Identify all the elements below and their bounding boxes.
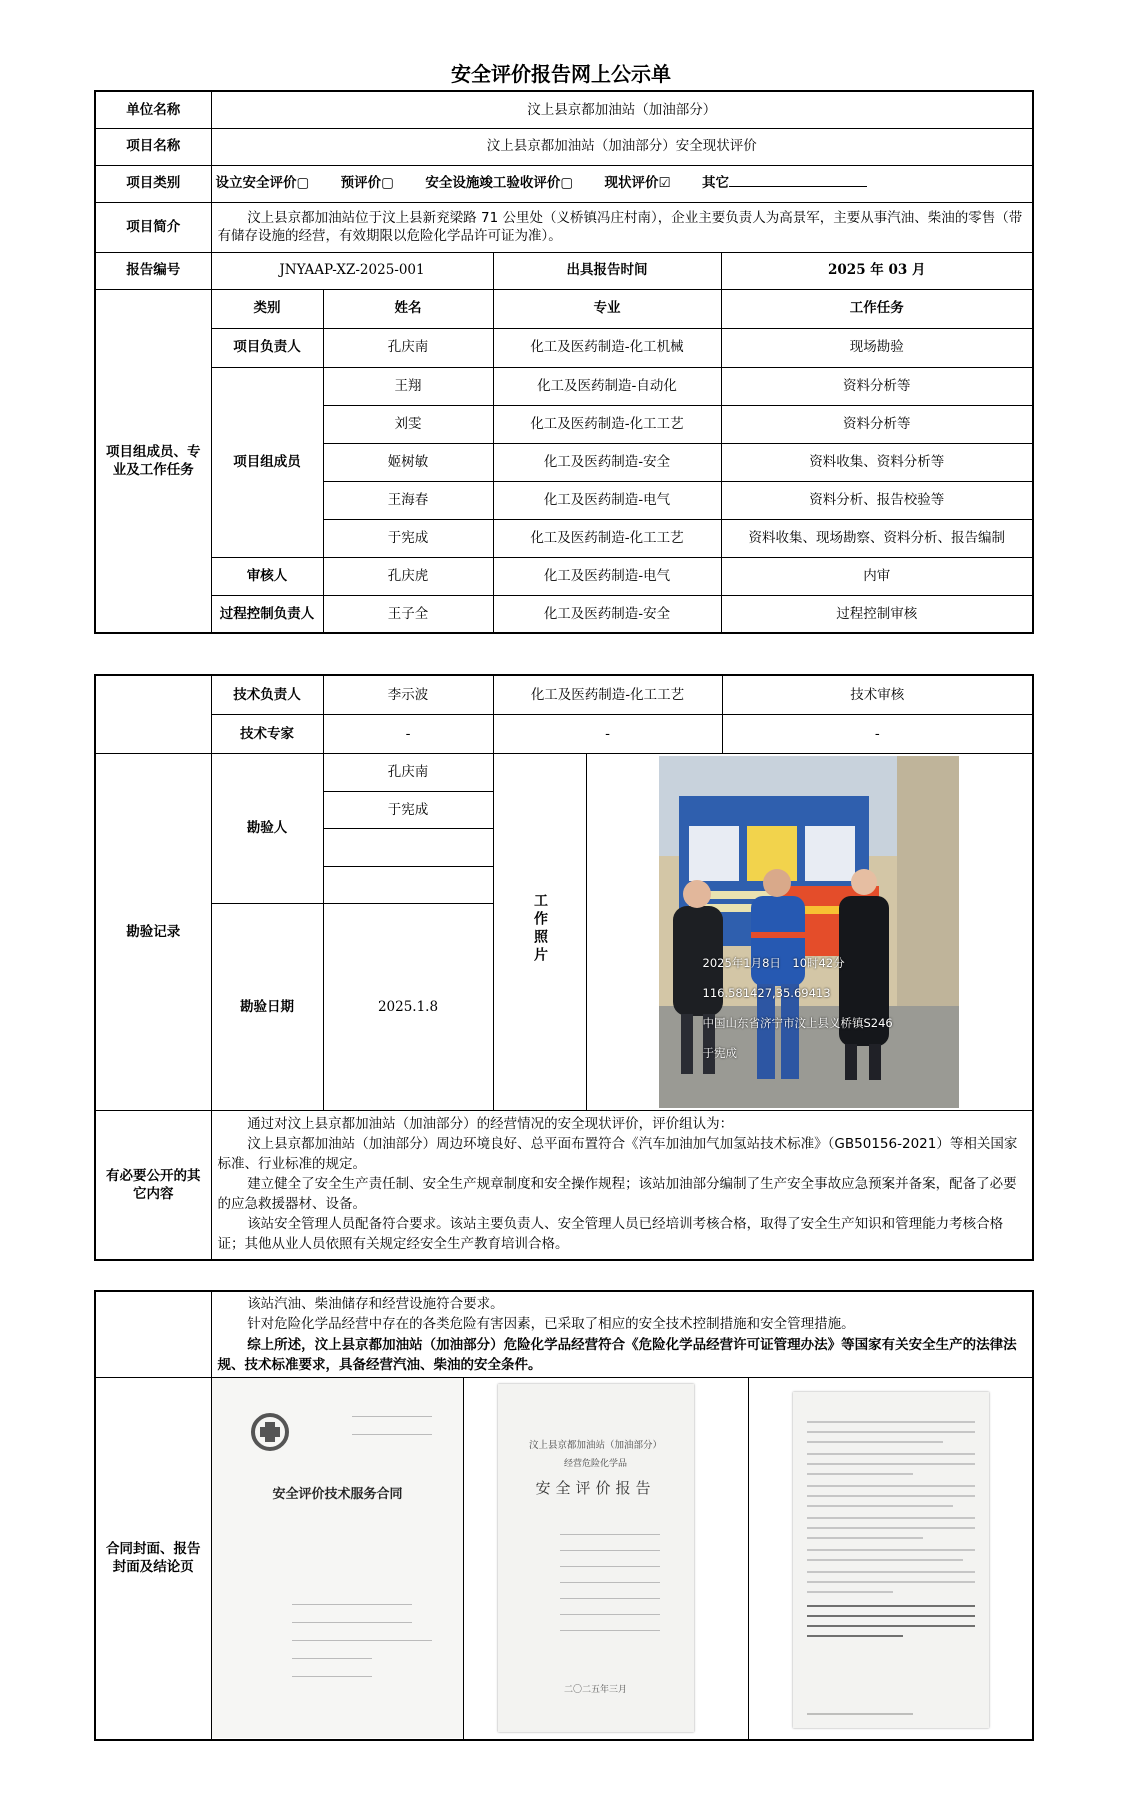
contract-cover-image [212,1378,463,1738]
leader-type: 项目负责人 [211,328,323,367]
report-date-value: 2025 年 03 月 [721,252,1033,289]
stamp-person: 于宪成 [702,1046,737,1060]
surveyor-empty [323,866,493,904]
team-header-task: 工作任务 [721,289,1033,328]
process-type: 过程控制负责人 [211,595,323,633]
survey-label: 勘验记录 [95,754,211,1111]
disclosure-para: 该站汽油、柴油储存和经营设施符合要求。 [247,1296,504,1312]
leader-task: 现场勘验 [721,328,1033,367]
contract-label: 合同封面、报告封面及结论页 [95,1378,211,1740]
other-blank [729,174,867,187]
unit-label: 单位名称 [95,91,211,128]
tech-lead-major: 化工及医药制造-化工工艺 [494,676,723,714]
member-name: 王海春 [323,481,493,519]
contract-cover-cell [211,1378,463,1740]
surveyor-label: 勘验人 [211,754,323,904]
table-row [95,557,1033,595]
intro-label: 项目简介 [95,202,211,252]
page-title: 安全评价报告网上公示单 [451,62,671,86]
table-row [95,367,1033,405]
survey-date-value: 2025.1.8 [323,904,493,1111]
tech-lead-split [493,675,1033,715]
member-task: 资料分析、报告校验等 [721,481,1033,519]
unit-value: 汶上县京都加油站（加油部分） [211,91,1033,128]
tech-expert-task: - [874,725,880,742]
team-label: 项目组成员、专业及工作任务 [95,289,211,633]
table-row [95,715,1033,754]
disclosure-para: 通过对汶上县京都加油站（加油部分）的经营情况的安全现状评价，评价组认为： [247,1115,734,1132]
project-label: 项目名称 [95,128,211,165]
team-header-type: 类别 [211,289,323,328]
survey-date-label: 勘验日期 [211,904,323,1111]
photo-label: 工作照片 [531,893,548,966]
member-major: 化工及医药制造-化工工艺 [493,519,721,557]
reviewer-task: 内审 [721,557,1033,595]
report-cover-title: 安全评价报告 [535,1479,656,1498]
tech-expert-split [493,715,1033,754]
process-name: 王子全 [323,595,493,633]
conclusion-para: 综上所述，汶上县京都加油站（加油部分）危险化学品经营符合《危险化学品经营许可证管理办法》等国家有关安全生产的法律法规、技术标准要求，具备经营汽油、柴油的安全条件。 [217,1336,1017,1373]
tech-expert-type: 技术专家 [211,715,323,754]
reviewer-name: 孔庆虎 [323,557,493,595]
category-opt-status: 现状评价☑ [604,175,671,192]
member-task: 资料分析等 [721,405,1033,443]
member-task: 资料分析等 [721,367,1033,405]
disclosure-para: 汶上县京都加油站（加油部分）周边环境良好、总平面布置符合《汽车加油加气加氢站技术标准》（GB50156-2021）等相关国家标准、行业标准的规定。 [217,1135,1018,1172]
member-name: 刘雯 [323,405,493,443]
conclusion-page-cell [748,1378,1033,1740]
reviewer-major: 化工及医药制造-电气 [493,557,721,595]
member-name: 王翔 [323,367,493,405]
member-major: 化工及医药制造-自动化 [493,367,721,405]
conclusion-page-image [749,1378,1033,1738]
members-type: 项目组成员 [211,367,323,557]
disclosure-text [211,1111,1033,1260]
tech-lead-task: 技术审核 [850,686,905,703]
member-name: 于宪成 [323,519,493,557]
category-opt-pre: 预评价▢ [340,175,394,192]
surveyor-name: 于宪成 [323,791,493,829]
team-header-name: 姓名 [323,289,493,328]
table-row [95,675,1033,715]
disclosure-para: 建立健全了安全生产责任制、安全生产规章制度和安全操作规程；该站加油部分编制了生产安全事故应急预案并备案，配备了必要的应急救援器材、设备。 [217,1175,1017,1212]
surveyor-empty [323,829,493,867]
survey-table [94,674,1034,1261]
category-opt-other: 其它 [702,175,730,192]
project-value: 汶上县京都加油站（加油部分）安全现状评价 [211,128,1033,165]
intro-text [211,202,1033,252]
tech-lead-type: 技术负责人 [211,675,323,715]
tech-expert-name: - [323,715,493,754]
blank-cell [95,1291,211,1378]
table-row [95,595,1033,633]
member-major: 化工及医药制造-化工工艺 [493,405,721,443]
disclosure-label: 有必要公开的其它内容 [95,1111,211,1260]
contract-table [94,1290,1034,1741]
report-cover-cell [463,1378,748,1740]
tech-expert-major: - [494,715,723,753]
tech-lead-name: 李示波 [323,675,493,715]
member-task: 资料收集、资料分析等 [721,443,1033,481]
contract-title: 安全评价技术服务合同 [272,1487,403,1503]
category-options [211,165,1033,202]
leader-major: 化工及医药制造-化工机械 [493,328,721,367]
disclosure-para: 该站安全管理人员配备符合要求。该站主要负责人、安全管理人员已经培训考核合格，取得了安全生产知识和管理能力考核合格证；其他从业人员依照有关规定经安全生产教育培训合格。 [217,1215,1004,1252]
member-name: 姬树敏 [323,443,493,481]
report-cover-line2: 经营危险化学品 [563,1459,627,1470]
process-task: 过程控制审核 [721,595,1033,633]
report-cover-line1: 汶上县京都加油站（加油部分） [528,1440,662,1452]
stamp-time: 2025年1月8日 10时42分 [702,956,845,970]
category-opt-completion: 安全设施竣工验收评价▢ [425,175,574,192]
report-no-label: 报告编号 [95,252,211,289]
conclusion-text [211,1291,1033,1378]
blank-cell [95,675,211,754]
intro-paragraph: 汶上县京都加油站位于汶上县新兖梁路 71 公里处（义桥镇冯庄村南），企业主要负责人为高景军，主要从事汽油、柴油的零售（带有储存设施的经营，有效期限以危险化学品许可证为准）。 [217,209,1023,244]
leader-name: 孔庆南 [323,328,493,367]
photo-cell [586,754,1033,1111]
category-opt-establish: 设立安全评价▢ [215,175,310,192]
member-major: 化工及医药制造-电气 [493,481,721,519]
conclusion-page-paper [793,1392,989,1728]
emblem-icon [250,1412,290,1452]
process-major: 化工及医药制造-安全 [493,595,721,633]
stamp-coords: 116.581427,35.69413 [702,986,831,1000]
photo-label-cell [493,754,586,1111]
category-label: 项目类别 [95,165,211,202]
table-row [95,328,1033,367]
member-task: 资料收集、现场勘察、资料分析、报告编制 [721,519,1033,557]
report-date-label: 出具报告时间 [493,252,721,289]
info-table [94,90,1034,634]
reviewer-type: 审核人 [211,557,323,595]
stamp-location: 中国山东省济宁市汶上县义桥镇S246 [702,1016,893,1030]
team-header-major: 专业 [493,289,721,328]
surveyor-name: 孔庆南 [323,754,493,792]
report-no-value: JNYAAP-XZ-2025-001 [211,252,493,289]
member-major: 化工及医药制造-安全 [493,443,721,481]
report-cover-date: 二〇二五年三月 [563,1685,627,1696]
report-cover-image [464,1378,748,1738]
disclosure-para: 针对危险化学品经营中存在的各类危险有害因素，已采取了相应的安全技术控制措施和安全管理措施。 [247,1316,855,1333]
